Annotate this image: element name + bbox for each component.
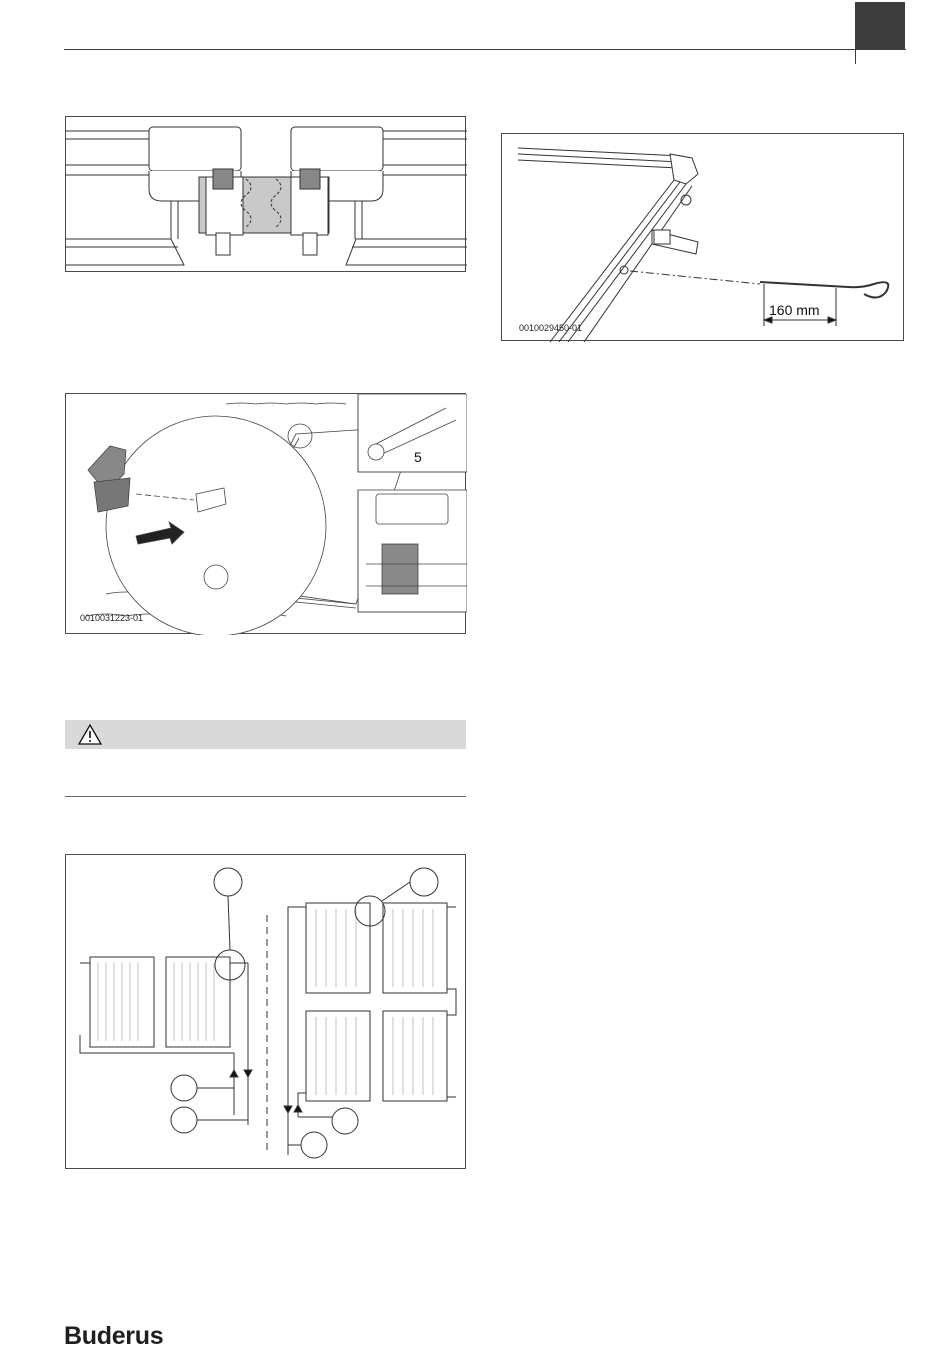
roof-mounting-icon [66, 394, 467, 635]
section-rule [65, 796, 466, 797]
figure-code-label: 0010029450-01 [519, 323, 583, 333]
brand-logo: Buderus [64, 1322, 164, 1350]
section-tab-tick [855, 50, 856, 64]
header-rule [64, 49, 906, 50]
dimension-label: 160 mm [769, 302, 820, 318]
figure-code-label: 0010031223-01 [80, 613, 144, 623]
figure-collector-connection [65, 116, 466, 272]
callout-number: 5 [414, 449, 422, 465]
collector-connection-icon [66, 117, 467, 273]
figure-collector-array [65, 854, 466, 1169]
warning-triangle-icon [77, 723, 103, 746]
sensor-insertion-icon [502, 134, 905, 342]
collector-array-piping-icon [66, 855, 467, 1170]
figure-roof-mounting [65, 393, 466, 634]
section-tab [855, 2, 905, 50]
warning-bar [65, 720, 466, 749]
figure-sensor-insertion [501, 133, 904, 341]
